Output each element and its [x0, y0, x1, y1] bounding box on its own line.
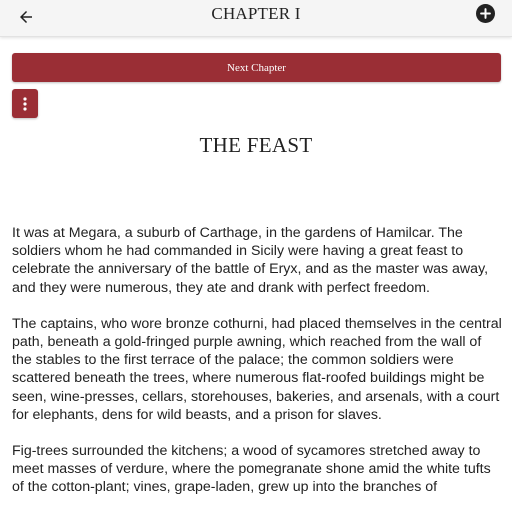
arrow-left-icon	[17, 8, 35, 26]
back-button[interactable]	[12, 3, 40, 31]
top-app-bar	[0, 0, 512, 37]
more-vertical-icon	[23, 97, 27, 111]
plus-circle-icon	[480, 8, 491, 19]
paragraph: The captains, who wore bronze cothurni, had placed themselves in the central path, beneath a gold-fringed purple awning, which reached from the wall of the stables to the first terrace of the palace; the common soldiers were scattered beneath the trees, where numerous flat-roofed buildings might be seen, wine-presses, cellars, storehouses, bakeries, and arsenals, with a court for elephants, dens for wild beasts, and a prison for slaves.	[12, 315, 502, 423]
paragraph: Fig-trees surrounded the kitchens; a wood of sycamores stretched away to meet masses of verdure, where the pomegranate shone amid the white tufts of the cotton-plant; vines, grape-laden, grew up into the branches of	[12, 443, 491, 496]
next-chapter-button[interactable]	[12, 53, 501, 82]
chapter-content	[12, 224, 504, 512]
chapter-title: CHAPTER I	[211, 4, 301, 23]
chapter-heading: THE FEAST	[199, 133, 313, 157]
next-chapter-label: Next Chapter	[227, 61, 286, 74]
add-button[interactable]	[476, 4, 495, 23]
paragraph: It was at Megara, a suburb of Carthage, in the gardens of Hamilcar. The soldiers whom he had commanded in Sicily were having a great feast to celebrate the anniversary of the battle of Eryx, and as the master was away, and they were numerous, they ate and drank with perfect freedom.	[12, 225, 489, 296]
more-options-button[interactable]	[12, 89, 38, 118]
